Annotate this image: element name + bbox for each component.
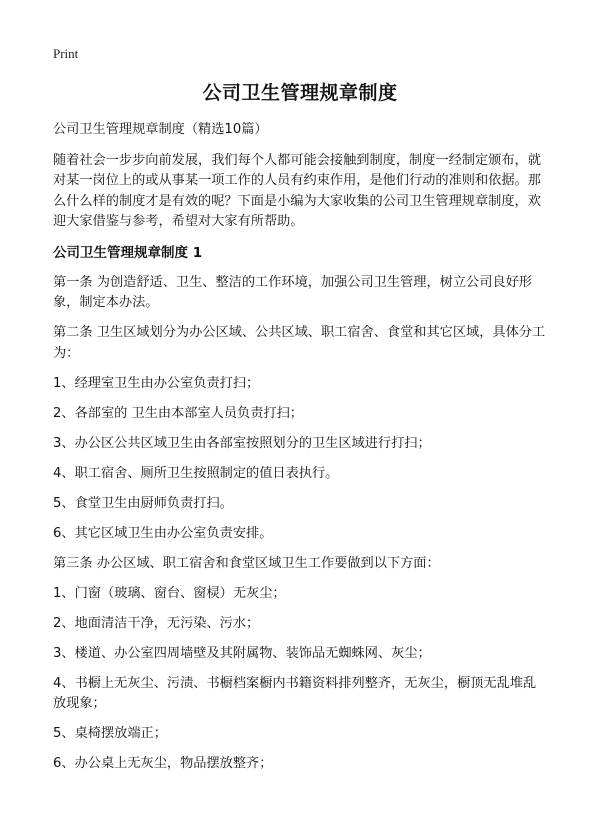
- list-item: 4、职工宿舍、厕所卫生按照制定的值日表执行。: [53, 465, 339, 481]
- document-title: 公司卫生管理规章制度: [202, 82, 398, 104]
- article-2: 第二条 卫生区域划分为办公区域、公共区域、职工宿舍、食堂和其它区域，具体分工为：: [53, 325, 546, 361]
- section-heading: 公司卫生管理规章制度 1: [53, 244, 203, 261]
- list-item: 3、楼道、办公室四周墙壁及其附属物、装饰品无蜘蛛网、灰尘；: [53, 645, 431, 661]
- list-item: 5、食堂卫生由厨师负责打扫。: [53, 495, 233, 511]
- list-item: 2、各部室的 卫生由本部室人员负责打扫；: [53, 405, 303, 421]
- print-link[interactable]: Print: [53, 46, 79, 61]
- list-item: 6、办公桌上无灰尘，物品摆放整齐；: [53, 756, 273, 771]
- list-item: 3、办公区公共区域卫生由各部室按照划分的卫生区域进行打扫；: [53, 435, 431, 451]
- list-item: 1、经理室卫生由办公室负责打扫；: [53, 375, 260, 391]
- document-body: [53, 120, 549, 784]
- article-3: 第三条 办公区域、职工宿舍和食堂区域卫生工作要做到以下方面：: [53, 555, 440, 571]
- list-item: 5、桌椅摆放端正；: [53, 726, 167, 741]
- list-item: 6、其它区域卫生由办公室负责安排。: [53, 525, 273, 541]
- list-item: 1、门窗（玻璃、窗台、窗棂）无灰尘；: [53, 585, 286, 601]
- list-item: 2、地面清洁干净，无污染、污水；: [53, 615, 260, 631]
- article-1: 第一条 为创造舒适、卫生、整洁的工作环境，加强公司卫生管理，树立公司良好形象，制定本办法。: [53, 274, 532, 310]
- document-subtitle: 公司卫生管理规章制度（精选10篇）: [53, 122, 268, 137]
- intro-paragraph: 随着社会一步步向前发展，我们每个人都可能会接触到制度，制度一经制定颁布，就对某一岗位上的或从事某一项工作的人员有约束作用，是他们行动的准则和依据。那么什么样的制度才是有效的呢？下面是小编为大家收集的公司卫生管理规章制度，欢迎大家借鉴与参考，希望对大家有所帮助。: [53, 152, 541, 229]
- list-item: 4、书橱上无灰尘、污渍、书橱档案橱内书籍资料排列整齐，无灰尘，橱顶无乱堆乱放现象；: [53, 675, 537, 711]
